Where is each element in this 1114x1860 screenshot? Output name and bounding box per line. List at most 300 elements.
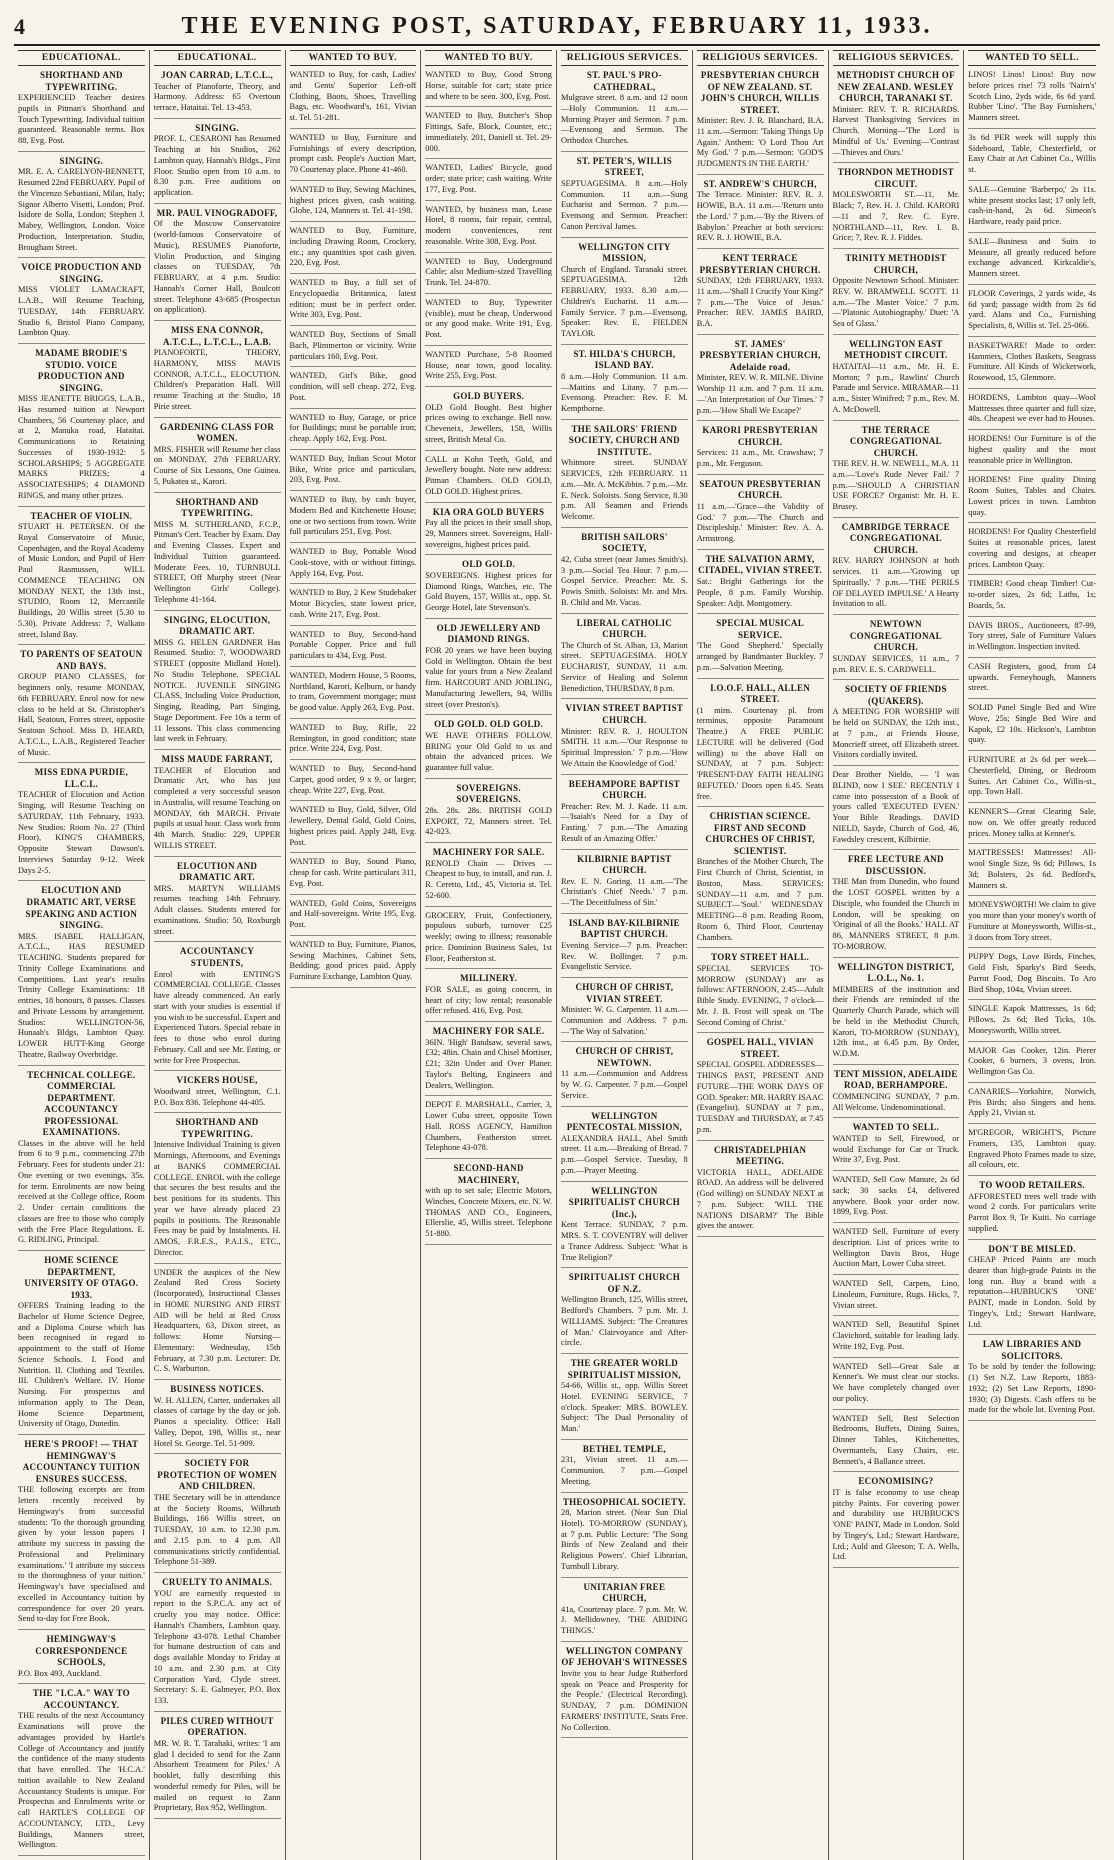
classified-ad: [561, 1582, 688, 1642]
classified-ad: [968, 755, 1096, 803]
classified-ad: [290, 226, 417, 274]
ad-title: NEWTOWN CONGREGATIONAL CHURCH.: [849, 619, 942, 653]
ad-title: THE "I.C.A." WAY TO ACCOUNTANCY.: [32, 1688, 130, 1710]
ad-body: WANTED to Buy, Garage, or price for Buildings; must be portable iron; cheap. Apply 162, Evg. Post.: [289, 412, 417, 443]
classified-ad: [561, 70, 688, 152]
ad-body: WANTED to Buy, Portable Wood Cook-stove, with or without fittings. Apply 164, Evg. Post.: [289, 547, 417, 578]
classified-ad: [968, 848, 1096, 896]
classified-ad: [561, 1497, 688, 1578]
classified-ad: [561, 1046, 688, 1106]
ad-body: WANTED to Buy, Furniture, including Drawing Room, Crockery, etc.; any quantities spot cash given. 220, Evg. Post.: [289, 226, 417, 268]
classified-ad: [154, 422, 281, 493]
classified-ad: [833, 1476, 960, 1568]
column-heading: WANTED TO BUY.: [425, 50, 552, 66]
classified-ad: [833, 962, 960, 1065]
masthead: [14, 10, 1100, 46]
ad-title: METHODIST CHURCH OF NEW ZEALAND. WESLEY CHURCH, TARANAKI ST.: [836, 70, 955, 104]
ad-title: KILBIRNIE BAPTIST CHURCH.: [577, 853, 672, 876]
classified-ad: [968, 1180, 1096, 1240]
classified-ad: [561, 854, 688, 914]
ad-body: COMMENCING SUNDAY, 7 p.m. All Welcome. Undenominational.: [832, 1091, 960, 1112]
ad-body: SOVEREIGNS. Highest prices for Diamond Rings, Watches, etc. The Gold Buyers, 157, Willis st., opp. St. George Hotel, late Stevenson's.: [425, 570, 552, 613]
ad-title: THORNDON METHODIST CIRCUIT.: [837, 167, 954, 189]
classified-ad: [833, 1362, 960, 1410]
ad-body: Rev. E. N. Goring. 11 a.m.—'The Christian's Chief Needs.' 7 p.m.—'The Deceitfulness of Sin.': [561, 876, 688, 908]
ad-body: Minister, REV. W. R. MILNE. Divine Worship 11 a.m. and 7 p.m. 11 a.m.—'An Interpretation of Our Times.' 7 p.m.—'How Shall We Escape?': [696, 373, 824, 415]
classified-ad: [968, 952, 1096, 1000]
classified-ad: [833, 1069, 960, 1119]
ad-title: ISLAND BAY-KILBIRNIE BAPTIST CHURCH.: [568, 917, 680, 940]
classified-ad: [425, 1100, 552, 1159]
classified-ad: [290, 940, 417, 988]
ad-body: HORDENS! For Quality Chesterfield Suites at reasonable prices, latest covering and designs, at cheaper prices. Lambton Quay.: [968, 527, 1096, 569]
classified-ad: [290, 495, 417, 543]
ad-body: MR. E. A. CARELYON-BENNETT, Resumed 22nd FEBRUARY. Pupil of the Vincenzo Sebastiani, Milan, Italy; Signor Alberto Visetti, London; Prof. Isidore de Solla, London; Stephen J. Mabey, Wellington, London. Voice Production, Interpretation. Studio, Brougham Street.: [18, 167, 145, 252]
ad-body: HORDENS! Fine quality Dining Room Suites, Tables and Chairs. Lowest prices in town. Lambton quay.: [968, 475, 1096, 517]
ad-title: TRINITY METHODIST CHURCH,: [845, 253, 947, 275]
ad-body: WANTED Sell—Great Sale at Kenner's. We must clear our stocks. We have completely changed over our policy.: [832, 1361, 960, 1403]
column-5: [557, 50, 693, 1860]
classified-ad: [697, 554, 824, 614]
classified-ad: [833, 619, 960, 680]
classified-ad: [968, 133, 1096, 181]
classified-ad: [968, 1004, 1096, 1041]
ad-body: IT is false economy to use cheap pitchy Paints. For covering power and durability use HUBBUCK'S 'ONE' PAINT, Made in London. Sold by Tingey's, Ltd.; Stewart Hardware, Ltd.; Auld and Gleeson; T. A. Wells, Ltd.: [832, 1487, 960, 1562]
ad-title: LIBERAL CATHOLIC CHURCH.: [576, 617, 673, 640]
ad-body: WANTED Buy, Sections of Small Bach, Plimmerton or vicinity. Write particulars 160, Evg. Post.: [289, 330, 417, 361]
ad-body: SUNDAY, 12th FEBRUARY, 1933. 11 a.m.—'Shall I Crucify Your King?' 7 p.m.—'The Voice of Jesus.' Preacher: REV. JAMES BAIRD, B.A.: [696, 276, 824, 329]
ad-body: Dear Brother Nieldo, — 'I was BLIND, now I SEE.' RECENTLY I came into possession of a Book of yours called 'EXECUTED EVEN.' Your Bible Readings. DAVID NIELD, Sayde, Church of God, 46, Fawdsley crescent, Kilbirnie.: [832, 770, 960, 844]
ad-title: CHRISTIAN SCIENCE. FIRST AND SECOND CHURCHES OF CHRIST, SCIENTIST.: [705, 811, 815, 856]
ad-title: OLD GOLD.: [462, 559, 516, 570]
ad-body: MR. W. R. T. Tarahaki, writes: 'I am glad I decided to send for the Zann Absorbent Treatment for Piles.' A booklet, fully describing this wonderful remedy for Piles, will be mailed on request to Zann Proprietary, Box 952, Wellington.: [153, 1738, 281, 1813]
classified-ad: [18, 649, 145, 763]
ad-title: KARORI PRESBYTERIAN CHURCH.: [702, 425, 818, 447]
column-heading: EDUCATIONAL.: [18, 50, 145, 66]
ad-body: SEPTUAGESIMA. 8 a.m.—Holy Communion. 11 a.m.—Sung Eucharist and Sermon. 7 p.m.—Evensong and Sermon. Preacher: Canon Percival James.: [561, 178, 688, 231]
ad-body: Opposite Newtown School. Minister: REV. W. BRAMWELL SCOTT. 11 a.m.—'The Master Voice.' 7 p.m.—'Platonic Autobiography.' Duet: 'A Sea of Glass.': [832, 276, 960, 329]
ad-body: AFFORESTED trees well trade with wood 2 cords. For particulars write Parrot Box 9, Te Kuiti. No carriage supplied.: [968, 1191, 1096, 1233]
classified-ad: [833, 1320, 960, 1357]
ad-body: Invite you to hear Judge Rutherford speak on 'Peace and Prosperity for the People.' (Electrical Recording). SUNDAY, 7 p.m. DOMINION FARMERS' INSTITUTE, Seats Free. No Collection.: [561, 1668, 688, 1732]
ad-title: SINGING.: [59, 155, 104, 166]
ad-title: SOVEREIGNS. SOVEREIGNS.: [456, 782, 521, 805]
ad-body: 42, Cuba street (near James Smith's). 3 p.m.—Social Tea Hour. 7 p.m.—Gospel Service. Preacher: Mr. S. Powis Smith. Soloists: Mr. and Mrs. B. Child and Mr. Vacas.: [561, 554, 688, 607]
classified-ad: [154, 208, 281, 321]
ad-title: MACHINERY FOR SALE.: [432, 847, 545, 858]
ad-title: TO WOOD RETAILERS.: [979, 1180, 1085, 1190]
ad-body: WANTED, Modern House, 5 Rooms, Northland, Karori, Kelburn, or handy to tram, Government mortgage; must be good value. Apply 263, Evg. Post.: [289, 670, 417, 712]
classified-ad: [290, 330, 417, 367]
classified-ad: [561, 349, 688, 420]
classified-ad: [968, 703, 1096, 751]
classified-ad: [18, 1439, 145, 1630]
classified-ad: [18, 348, 145, 507]
ad-title: ACCOUNTANCY STUDENTS,: [180, 946, 255, 968]
ad-title: THE TERRACE CONGREGATIONAL CHURCH.: [849, 424, 942, 458]
classified-ad: [697, 952, 824, 1033]
ad-body: WANTED Sell, Carpets, Lino, Linoleum, Furniture, Rugs. Hicks, 7, Vivian street.: [832, 1279, 960, 1310]
ad-title: OLD GOLD. OLD GOLD.: [434, 719, 544, 730]
ad-body: WANTED to Buy, Gold, Silver, Old Jewellery, Dental Gold, Gold Coins, highest prices paid. Apply 248, Evg. Post.: [289, 805, 417, 847]
ad-title: SOCIETY FOR PROTECTION OF WOMEN AND CHILDREN.: [157, 1458, 277, 1492]
ad-body: TEACHER of Elocution and Action Singing, will Resume Teaching on SATURDAY, 11th February, 1933. New Studios: Room No. 27 (Third Floor), KING'S CHAMBERS, Opposite Stewart Dawson's. Interviews Saturday 9-12. Week Days 2-5.: [18, 790, 145, 875]
classified-ad: [290, 805, 417, 853]
ad-body: WANTED to Buy, Furniture and Furnishings of every description, prompt cash. People's Auction Mart, 70 Courtenay place. Phone 41-460.: [289, 132, 417, 174]
ad-body: MISS M. SUTHERLAND, F.C.P., Pitman's Cert. Teacher by Exam. Day and Evening Classes. Expert and Individual Tuition guaranteed. Moderate Fees. 10, TURNBULL STREET, Off Murphy street (Near Wellington Girls' College). Telephone 41-164.: [153, 519, 281, 604]
ad-body: THE following excerpts are from letters recently received by Hemingway's from successful students: 'To the thorough grounding given by your lesson papers I attribute my success in passing the Professional and Preliminary examinations.' 'I attribute my success to the thoroughness of your tuition.' Hemingway's have specialised and excelled in Accountancy tuition by correspondence for over 20 years. Send to-day for Free Book.: [18, 1485, 145, 1624]
ad-body: SPECIAL GOSPEL ADDRESSES—THINGS PAST, PRESENT AND FUTURE—THE WORK DAYS OF GOD. Speaker: MR. HARRY ISAAC (Evangelist). SUNDAY at 7 p.m., TUESDAY and THURSDAY, at 7.45 p.m.: [696, 1060, 824, 1134]
classified-ad: [154, 123, 281, 204]
classified-ad: [968, 289, 1096, 337]
classified-ad: [154, 325, 281, 418]
ad-body: ALEXANDRA HALL, Abel Smith street. 11 a.m.—Breaking of Bread. 7 p.m.—Gospel Service. Tuesday, 8 p.m.—Prayer Meeting.: [561, 1133, 688, 1175]
ad-body: HORDENS! Our Furniture is of the highest quality and the most reasonable price in Wellington.: [968, 434, 1096, 465]
classified-ad: [697, 70, 824, 175]
classified-ad: [968, 621, 1096, 658]
classified-ad: [154, 70, 281, 119]
ad-body: Minister: REV. R. J. HOULTON SMITH. 11 a.m.—'Our Response to Spiritual Impression.' 7 p.m.—'How We Attain the Knowledge of God.': [561, 726, 688, 768]
ad-title: SHORTHAND AND TYPEWRITING.: [175, 496, 259, 519]
classified-ad: [425, 719, 552, 779]
ad-body: Branches of the Mother Church, The First Church of Christ, Scientist, in Boston, Mass. SERVICES: SUNDAY—11 a.m. and 7 p.m. SUBJECT—'Soul.' WEDNESDAY MEETING—8 p.m. Reading Room, Room 6, Third Floor, Courtenay Chambers.: [696, 857, 824, 942]
classified-ad: [561, 982, 688, 1042]
ad-title: KENT TERRACE PRESBYTERIAN CHURCH.: [699, 253, 821, 275]
classified-ad: [833, 770, 960, 850]
ad-body: CASH Registers, good, from £4 upwards. Ferneyhough, Manners street.: [968, 661, 1096, 693]
classified-ad: [968, 434, 1096, 471]
column-7: [829, 50, 965, 1860]
classified-ad: [561, 618, 688, 700]
classified-ad: [154, 1458, 281, 1573]
ad-title: THEOSOPHICAL SOCIETY.: [562, 1496, 686, 1507]
classified-ad: [697, 253, 824, 335]
ad-title: CHURCH OF CHRIST, NEWTOWN.: [575, 1046, 674, 1068]
classified-ad: [561, 1111, 688, 1182]
ad-body: DEPOT F. MARSHALL, Carrier, 3, Lower Cuba street, opposite Town Hall. ROSS AGENCY, Hamilton Chambers, Featherston street. Telephone 43-078.: [425, 1100, 552, 1153]
ad-body: Woodward street, Wellington, C.1. P.O. Box 836. Telephone 44-405.: [153, 1086, 281, 1107]
classified-ad: [561, 779, 688, 850]
classified-ad: [425, 1163, 552, 1245]
ad-body: Whitmore street. SUNDAY SERVICES, 12th FEBRUARY. 11 a.m.—Mr. A. McKibbin. 7 p.m.—Mr. E. Neck. Soloists. Song Service, 8.30 p.m. All Seamen and Friends Welcome.: [561, 458, 688, 522]
classified-ad: [561, 1646, 688, 1739]
ad-body: CHEAP Priced Paints are much dearer than high-grade Paints in the long run. Buy a brand with a reputation—HUBBUCK'S 'ONE' PAINT, made in London. Sold by Tingey's, Ltd.; Stewart Hardware, Ltd.: [968, 1255, 1096, 1329]
ad-title: GOLD BUYERS.: [453, 391, 525, 401]
ad-body: 28, Marion street. (Near Sun Dial Hotel). TO-MORROW (SUNDAY), at 7 p.m. Public Lecture: 'The Song Birds of New Zealand and their Religious Powers'. Chief Librarian, Turnbull Library.: [561, 1508, 688, 1571]
ad-title: MISS EDNA PURDIE, LL.C.L.: [34, 767, 129, 789]
ad-body: Kent Terrace. SUNDAY, 7 p.m. MRS. S. T. COVENTRY will deliver a Trance Address. Subject: 'What is True Religion?': [561, 1220, 688, 1262]
classified-ad: [290, 588, 417, 625]
ad-title: SPECIAL MUSICAL SERVICE.: [716, 618, 805, 640]
ad-body: 41a, Courtenay place. 7 p.m. Mr. W. J. Mellidowney, 'THE ABIDING THINGS.': [561, 1604, 688, 1636]
ad-body: UNDER the auspices of the New Zealand Red Cross Society (Incorporated), Instructional Classes in HOME NURSING AND FIRST AID will be held at Red Cross Headquarters, 63, Dixon street, as follows: Home Nursing—Elementary: Wednesday, 15th February, at 7.30 p.m. Lecturer: Dr. C. S. Warburton.: [153, 1267, 281, 1374]
ad-body: WANTED Sell, Best Selection Bedrooms, Buffets, Dining Suites, Dinner Tables, Kitchenettes, Overmantels, Easy Chairs, etc. Bennett's, 4 Ballance street.: [832, 1413, 960, 1466]
ad-body: STUART H. PETERSEN. Of the Royal Conservatoire of Music, Copenhagen, and the Royal Academy of Music London, and Pupil of Herr Paul Rasmussen, WILL COMMENCE TEACHING ON MONDAY NEXT, the 13th inst., STUDIO, Room 12, Mercantile Buildings, 20 Willis street (5.30 to 5.30). Private Address: 7, Walkato street, Island Bay.: [18, 522, 145, 639]
ad-title: THE SAILORS' FRIEND SOCIETY, CHURCH AND INSTITUTE.: [568, 423, 680, 457]
classified-ad: [561, 242, 688, 345]
ad-body: PUPPY Dogs, Love Birds, Finches, Gold Fish, Sparky's Bird Seeds, Parrot Food, Dog Biscuits. To Aro Bird Shop, 104a, Vivian street.: [968, 952, 1096, 994]
ad-body: WANTED, by business man, Lease Hotel, 8 rooms, fair repair, central, modern conveniences, rent reasonable. Write 308, Evg. Post.: [425, 204, 552, 246]
classified-ad: [697, 811, 824, 948]
classified-ad: [561, 424, 688, 528]
ad-body: Minister: W. G. Carpenter. 11 a.m.—Communion and Address. 7 p.m.—'The Way of Salvation.': [561, 1005, 688, 1036]
ad-body: Minister: Rev. J. R. Blanchard, B.A. 11 a.m.—Sermon: 'Taking Things Up Again.' Anthem: 'O Lord Thou Art My God.' 7 p.m.—Sermon: 'GOD'S JUDGMENTS IN THE EARTH.': [696, 116, 824, 169]
ad-title: MR. PAUL VINOGRADOFF,: [156, 207, 278, 218]
ad-body: MOLESWORTH ST.—11, Mr. Black; 7, Rev. H. J. Child. KARORI—11 and 7, Rev. C. Eyre. NORTHLAND—11, Rev. I. B. Grice; 7, Rev. R. J. Fiddes.: [832, 190, 960, 243]
classified-ad: [425, 559, 552, 619]
column-4: [421, 50, 557, 1860]
classified-ad: [425, 70, 552, 107]
ad-body: WANTED to Buy, Butcher's Shop Fittings, Safe, Block, Counter, etc.; immediately. 201, Daniell st. Tel. 29-000.: [425, 111, 552, 153]
classified-ad: [18, 1255, 145, 1435]
classified-ad: [425, 163, 552, 200]
classified-ad: [968, 900, 1096, 948]
ad-title: TEACHER OF VIOLIN.: [30, 510, 133, 521]
ad-title: FREE LECTURE AND DISCUSSION.: [847, 854, 944, 876]
classified-ad: [561, 1444, 688, 1493]
ad-body: SUNDAY SERVICES, 11 a.m., 7 p.m. REV. E. S. CARDWELL.: [832, 653, 960, 674]
classified-ad: [290, 671, 417, 719]
ad-body: 11 a.m.—Communion and Address by W. G. Carpenter. 7 p.m.—Gospel Service.: [561, 1069, 688, 1100]
ad-body: SALE—Business and Suits to Measure, all greatly reduced before exchange advanced. Kirkcaldie's, Manners street.: [968, 236, 1096, 278]
ad-title: BETHEL TEMPLE,: [582, 1443, 666, 1454]
classified-ad: [833, 339, 960, 421]
ad-title: VOICE PRODUCTION AND SINGING.: [21, 262, 142, 284]
ad-title: PRESBYTERIAN CHURCH OF NEW ZEALAND. ST. JOHN'S CHURCH, WILLIS STREET.: [700, 70, 820, 115]
ad-body: To be sold by tender the following: (1) Set N.Z. Law Reports, 1883-1932; (2) Set Law Reports, 1890-1930; (3) Digests. Cash offers to be made for the whole lot. Evening Post.: [968, 1362, 1096, 1415]
ad-body: WANTED to Buy, Furniture, Pianos, Sewing Machines, Cabinet Sets, Bedding; good prices paid. Apply Furniture Exchange, Lambton Quay.: [289, 939, 417, 981]
ad-body: MRS. FISHER will Resume her class on MONDAY, 27th FEBRUARY. Course of Six Lessons, One Guinea. 5, Pukatea st., Karori.: [153, 444, 281, 486]
ad-body: Sat.: Bright Gatherings for the People, 8 p.m. Family Worship. Speaker: Adjt. Montgomery.: [696, 577, 824, 608]
ad-title: HOME SCIENCE DEPARTMENT, UNIVERSITY OF OTAGO. 1933.: [24, 1255, 139, 1300]
ad-title: WELLINGTON SPIRITUALIST CHURCH (Inc.),: [568, 1185, 681, 1219]
ad-body: WANTED to Buy, Rifle, 22 Remington, in good condition; state price. Write 224, Evg. Post.: [289, 722, 417, 754]
ad-body: Mulgrave street. 8 a.m. and 12 noon—Holy Communion. 11 a.m.—Morning Prayer and Sermon. 7 p.m.—Evensong and Sermon. The Orthodox Churches.: [561, 93, 688, 146]
classified-ad: [968, 393, 1096, 430]
ad-title: VICKERS HOUSE,: [176, 1075, 258, 1086]
classified-ad: [561, 703, 688, 774]
ad-body: The Church of St. Alban, 13, Marion street. SEPTUAGESIMA. HOLY EUCHARIST, SUNDAY, 11 a.m. Service of Healing and Solemn Benediction, THURSDAY, 8 p.m.: [561, 640, 688, 693]
ad-title: ST. ANDREW'S CHURCH,: [703, 178, 817, 189]
ad-title: SINGING.: [195, 122, 239, 133]
ad-body: WE HAVE OTHERS FOLLOW. BRING your Old Gold to us and obtain the advanced prices. We guarantee full value.: [425, 730, 552, 773]
ad-body: PIANOFORTE, THEORY, HARMONY, MISS MAVIS CONNOR, A.T.C.L., ELOCUTION. Children's Preparation Hall. Will resume Teaching at the Studio, 18 Pirie street.: [153, 348, 281, 411]
classified-ad: [833, 522, 960, 615]
classified-ad: [833, 1227, 960, 1275]
ad-body: Teacher of Pianoforte, Theory, and Harmony. Address: 65 Overtoun terrace, Hataitai. Tel. 13-453.: [153, 81, 281, 113]
ad-body: MATTRESSES! Mattresses! All-wool Single Size, 9s 6d; Pillows, 1s 3d; Bolsters, 2s 6d. Bedford's, Manners st.: [968, 848, 1096, 890]
ad-body: WANTED to Buy, 2 Kew Studebaker Motor Bicycles, state lowest price, cash. Write 217, Evg. Post.: [289, 588, 417, 619]
ad-body: WANTED to Sell, Firewood, or would Exchange for Car or Truck. Write 37, Evg. Post.: [832, 1133, 960, 1165]
ad-title: KIA ORA GOLD BUYERS: [432, 506, 545, 517]
classified-ad: [968, 1244, 1096, 1336]
ad-title: TENT MISSION, ADELAIDE ROAD, BERHAMPORE.: [834, 1068, 958, 1091]
column-heading: RELIGIOUS SERVICES.: [561, 50, 688, 66]
classified-ad: [833, 1122, 960, 1171]
ad-title: BEEHAMPORE BAPTIST CHURCH.: [568, 778, 680, 801]
column-heading: EDUCATIONAL.: [154, 50, 281, 66]
classified-ad: [290, 857, 417, 894]
ad-body: Preacher: Rev. M. J. Kade. 11 a.m.—'Isaiah's Need for a Day of Fasting.' 7 p.m.—'The Amazing Result of an Amazing Offer.': [561, 801, 688, 843]
column-8: [964, 50, 1100, 1860]
classified-ad: [290, 547, 417, 584]
column-heading: RELIGIOUS SERVICES.: [833, 50, 960, 66]
classified-ad: [154, 946, 281, 1071]
ad-title: MISS MAUDE FARRANT,: [161, 754, 273, 765]
ad-body: WANTED Sell, Furniture of every description. List of prices write to Wellington Davis Bros, Huge Auction Mart, Lower Cuba street.: [832, 1227, 960, 1269]
ad-title: ECONOMISING?: [858, 1476, 934, 1487]
ad-title: WELLINGTON CITY MISSION,: [578, 241, 671, 264]
ad-body: WANTED Buy, Indian Scout Motor Bike, Write price and particulars, 203, Evg. Post.: [289, 453, 417, 485]
ad-body: WANTED to Buy, by cash buyer, Modern Bed and Kitchenette House; one or two sections from town. Write full particulars 251, Evg. Post.: [289, 495, 417, 537]
ad-body: VICTORIA HALL, ADELAIDE ROAD. An address will be delivered (God willing) on SUNDAY NEXT at 7 p.m. Subject: 'WILL THE NATIONS DISARM?' The Bible gives the answer.: [696, 1167, 824, 1231]
ad-body: WANTED to Buy, for cash, Ladies' and Gents' Superior Left-off Clothing, Boots, Shoes, Travelling Bags, etc. Woodward's, 161, Vivian st. Tel. 51-281.: [289, 70, 417, 122]
ad-body: SOLID Panel Single Bed and Wire Wove, 25s; Single Bed Wire and Kapok, £2 10s. Hickson's, Lambton quay.: [968, 703, 1096, 745]
ad-title: WELLINGTON COMPANY OF JEHOVAH'S WITNESSES: [561, 1645, 688, 1668]
classified-ad: [425, 847, 552, 907]
ad-body: FOR 20 years we have been buying Gold in Wellington. Obtain the best value for yours from a New Zealand firm. HARCOURT AND JOBLING, Manufacturing Jewellers, 94, Willis street (over Preston's).: [425, 645, 552, 709]
classified-ad: [697, 179, 824, 249]
ad-title: TORY STREET HALL.: [711, 952, 810, 963]
ad-body: WANTED Sell, Beautiful Spinet Clavichord, suitable for leading lady. Write 192, Evg. Post.: [832, 1320, 960, 1351]
ad-body: GROCERY, Fruit, Confectionery, populous suburb, turnover £25 weekly; owing to illness; reasonable price. Dominion Business Sales, 1st Floor, Featherston st.: [425, 910, 552, 963]
ad-title: WANTED TO SELL.: [852, 1122, 940, 1133]
classified-ad: [968, 1087, 1096, 1124]
ad-body: MONEYSWORTH! We claim to give you more than your money's worth of Furniture at Moneysworth, Willis-st., 3 doors from Tory street.: [968, 900, 1096, 942]
ad-body: EXPERIENCED Teacher desires pupils in Pitman's Shorthand and Touch Typewriting. Individual tuition guaranteed. Reasonable terms. Box 88, Evg. Post.: [18, 93, 145, 146]
ad-title: CHURCH OF CHRIST, VIVIAN STREET.: [575, 982, 674, 1004]
classified-ad: [290, 278, 417, 326]
classified-ad: [561, 1186, 688, 1269]
ad-body: WANTED Purchase, 5-8 Roomed House, near town, good locality. Write 255, Evg. Post.: [425, 349, 552, 381]
ad-body: SINGLE Kapok Mattresses, 1s 6d; Pillows, 2s 6d; Bed Ticks, 10s. Moneysworth, Willis street.: [968, 1004, 1096, 1035]
ad-body: 3s 6d PER week will supply this Sideboard, Table, Chesterfield, or Easy Chair at Art Cabinet Co., Willis st.: [968, 132, 1096, 174]
ad-body: 8 a.m.—Holy Communion. 11 a.m.—Mattins and Litany. 7 p.m.—Evensong. Preacher: Rev. F. M. Kempthorne.: [561, 371, 688, 414]
ad-body: Minister: REV. T. R. RICHARDS. Harvest Thanksgiving Services in Church. Morning—'The Lord is Mindful of Us.' Evening—'Contrast—Thieves and Ours.': [832, 104, 960, 157]
ad-title: CAMBRIDGE TERRACE CONGREGATIONAL CHURCH.: [841, 521, 950, 555]
classified-ad: [968, 662, 1096, 699]
column-1: [14, 50, 150, 1860]
classified-ad: [425, 911, 552, 970]
ad-body: with up to set sale; Electric Motors, Winches, Concrete Mixers, etc. N. W. THOMAS AND CO., Engineers, Ellerslie, 45, Willis street. Telephone 51-880.: [425, 1186, 552, 1239]
ad-title: WELLINGTON DISTRICT, L.O.L., No. 1.: [837, 961, 955, 984]
ad-title: TECHNICAL COLLEGE. COMMERCIAL DEPARTMENT. ACCOUNTANCY PROFESSIONAL EXAMINATIONS.: [27, 1069, 136, 1138]
ad-body: FOR SALE, as going concern, in heart of city; low rental; reasonable offer refused. 416, Evg. Post.: [425, 984, 552, 1016]
ad-title: ST. JAMES' PRESBYTERIAN CHURCH, Adelaide road.: [699, 338, 821, 372]
classified-ad: [154, 615, 281, 751]
ad-title: JOAN CARRAD, L.T.C.L.,: [161, 70, 274, 80]
ad-title: I.O.O.F. HALL, ALLEN STREET.: [710, 682, 811, 705]
ad-body: MEMBERS of the institution and their Friends are reminded of the Quarterly Church Parade, which will be held in the Methodist Church, Karori, TO-MORROW (SUNDAY), 12th inst., at 6.45 p.m. By Order, W.D.M.: [832, 984, 960, 1059]
classified-ad: [154, 1075, 281, 1113]
ad-title: ST. PETER'S, WILLIS STREET,: [576, 155, 673, 178]
ad-title: GOSPEL HALL, VIVIAN STREET.: [706, 1037, 814, 1059]
ad-title: THE SALVATION ARMY, CITADEL, VIVIAN STREET.: [698, 553, 823, 576]
classified-ad: [154, 861, 281, 943]
classified-ad: [968, 185, 1096, 233]
classified-ad: [697, 425, 824, 475]
classified-ad: [697, 683, 824, 808]
classified-ad: [290, 185, 417, 222]
classified-ad: [697, 618, 824, 678]
ad-body: Intensive Individual Training is given Mornings, Afternoons, and Evenings at BANKS COMMERCIAL COLLEGE. ENROL with the college that secures the best results and the best positions for its students. This year we have already placed 23 pupils in positions. The Reasonable Fees may be paid by Instalments. H. AMOS, F.R.E.S., P.A.I.S., ETC., Director.: [153, 1140, 281, 1257]
classified-ad: [290, 371, 417, 408]
ad-body: M'GREGOR, WRIGHT'S, Picture Framers, 135, Lambton quay. Engraved Photo Frames made to size, all colours, etc.: [968, 1128, 1096, 1170]
ad-body: 11 a.m.—'Grace—the Validity of God.' 7 p.m.—'The Church and Discipleship.' Minister: Rev. A. A. Armstrong.: [696, 501, 824, 544]
classified-ad: [290, 899, 417, 936]
ad-body: OFFERS Training leading to the Bachelor of Home Science Degree, and a Diploma Course which has been recognised in regard to appointment to the staff of Home Science Schools. I. Food and Nutrition. II. Clothing and Textiles. III. Children's Welfare. IV. Home Nursing. For prospectus and information apply to The Dean, Home Science Department, University of Otago, Dunedin.: [18, 1301, 145, 1429]
ad-title: SHORTHAND AND TYPEWRITING.: [39, 70, 123, 92]
ad-body: TEACHER of Elocution and Dramatic Art, who has just completed a very successful season in Australia, will resume Teaching on MONDAY, 6th MARCH. Private pupils at usual hour. Class work from 4th March. Studio: 229, UPPER WILLIS STREET.: [153, 765, 281, 850]
classified-ad: [561, 1358, 688, 1440]
ad-title: SINGING, ELOCUTION, DRAMATIC ART.: [163, 614, 271, 637]
ad-body: Services: 11 a.m., Mr. Crawshaw; 7 p.m., Mr. Ferguson.: [696, 448, 824, 469]
ad-body: A MEETING FOR WORSHIP will be held on SUNDAY, the 12th inst., at 7 p.m., at Friends House, Moncrieff street, off Elizabeth street. Visitors cordially invited.: [832, 707, 960, 760]
ad-body: OLD Gold Bought. Best higher prices owing to exchange. Bell now. Cheveneix, Jewellers, 158, Willis street, British Metal Co.: [425, 402, 552, 444]
ad-body: WANTED, Girl's Bike, good condition, will sell cheap. 272, Evg. Post.: [289, 371, 417, 402]
ad-body: TIMBER! Good cheap Timber! Cut-to-order sizes, 2s 6d; Laths, 1s; Boards, 5s.: [968, 579, 1096, 610]
ad-body: WANTED to Buy, a full set of Encyclopaedia Britannica, latest edition; must be in perfect order. Write 303, Evg. Post.: [289, 278, 417, 320]
ad-title: WELLINGTON EAST METHODIST CIRCUIT.: [844, 338, 948, 361]
column-2: [150, 50, 286, 1860]
ad-title: DON'T BE MISLED.: [988, 1243, 1076, 1254]
classified-ad: [561, 532, 688, 614]
ad-title: MILLINERY.: [460, 973, 518, 984]
ad-body: Church of England. Taranaki street. SEPTUAGESIMA. 12th FEBRUARY, 1933. 8.30 a.m.—Children's Eucharist. 11 a.m.—Family Service. 7 p.m.—Evensong. Speaker: Rev. E. FIELDEN TAYLOR.: [561, 264, 688, 339]
classified-ad: [968, 70, 1096, 129]
ad-body: WANTED to Buy, Typewriter (visible), must be cheap, Underwood or any good make. Write 191, Evg. Post.: [425, 297, 552, 339]
ad-body: Pay all the prices in their small shop, 29, Manners street. Sovereigns, Half-sovereigns, highest prices paid.: [425, 518, 552, 549]
classified-ad: [425, 1026, 552, 1096]
classified-ad: [561, 918, 688, 978]
ad-body: WANTED to Buy, Underground Cable; also Medium-sized Travelling Trunk. Tel. 24-870.: [425, 256, 552, 287]
classified-ad: [968, 237, 1096, 285]
ad-title: CHRISTADELPHIAN MEETING.: [713, 1144, 807, 1167]
classified-ad: [833, 854, 960, 957]
ad-body: LINOS! Linos! Linos! Buy now before prices rise! 73 rolls 'Nairn's' Scotch Lino, 2yds wide, 6s 6d yard. Rubber 'Lino'. 'The Bay Furnishers,' Manners street.: [968, 70, 1096, 122]
classified-ad: [425, 507, 552, 556]
ad-body: WANTED to Buy, Sewing Machines, highest prices given, cash waiting. Globe, 124, Manners st. Tel. 41-198.: [289, 184, 417, 216]
classified-ad: [697, 339, 824, 422]
ad-body: THE Secretary will be in attendance at the Society Rooms, Wilbruth Buildings, 166 Willis street, on TUESDAY, 10 a.m. to 12.30 p.m. and 2.15 p.m. to 4 p.m. All communications strictly confidential. Telephone 51-389.: [153, 1492, 281, 1567]
classified-ad: [425, 257, 552, 294]
ad-body: FURNITURE at 2s 6d per week—Chesterfield, Dining, or Bedroom Suites. Art Cabinet Co., Willis-st., opp. Town Hall.: [968, 755, 1096, 797]
ad-body: The Terrace. Minister: REV. R. J. HOWIE, B.A. 11 a.m.—'Return unto the Lord.' 7 p.m.—'By the Rivers of Babylon.' Preacher at both services: REV. R. J. HOWIE, B.A.: [696, 190, 824, 243]
classified-ad: [290, 723, 417, 760]
ad-body: WANTED to Buy, Second-hand Portable Copper. Price and full particulars to 434, Evg. Post.: [289, 629, 417, 660]
ad-body: GROUP PIANO CLASSES, for beginners only, resume MONDAY, 6th FEBRUARY. Enrol now for new class to be held at St. Christopher's Hall, Seatoun, Forres street, opposite Seatoun School. Miss D. HEARD, A.T.C.L., L.A.B., Registered Teacher of Music.: [18, 672, 145, 757]
ad-title: ST. HILDA'S CHURCH, ISLAND BAY.: [573, 348, 676, 371]
classified-ad: [968, 1046, 1096, 1083]
classified-ad: [968, 1339, 1096, 1421]
classified-ad: [290, 413, 417, 450]
classified-ad: [154, 754, 281, 857]
ad-title: MACHINERY FOR SALE.: [432, 1026, 545, 1037]
newspaper-title: THE EVENING POST, SATURDAY, FEBRUARY 11, 1933.: [181, 13, 933, 39]
ad-title: ELOCUTION AND DRAMATIC ART.: [177, 860, 258, 883]
classified-ad: [425, 391, 552, 451]
ad-body: HATAITAI—11 a.m., Mr. H. E. Morton; 7 p.m., Rawlins' Church Parade and Service. MIRAMAR—11 a.m., Sister Winifred; 7 p.m., Rev. M. A. McDowell.: [832, 361, 960, 414]
classified-ad: [833, 425, 960, 518]
classified-ad: [968, 527, 1096, 575]
column-heading: RELIGIOUS SERVICES.: [697, 50, 824, 66]
classified-columns: [14, 50, 1100, 1850]
ad-body: W. H. ALLEN, Carter, undertakes all classes of cartage by the day or job. Pianos a speciality. Office: Hall Valley, Depot, 198, Willis st., near Hotel St. George. Tel. 51-909.: [153, 1395, 281, 1448]
classified-ad: [154, 1716, 281, 1819]
classified-ad: [968, 475, 1096, 523]
ad-title: THE GREATER WORLD SPIRITUALIST MISSION,: [567, 1358, 681, 1380]
classified-ad: [290, 764, 417, 801]
